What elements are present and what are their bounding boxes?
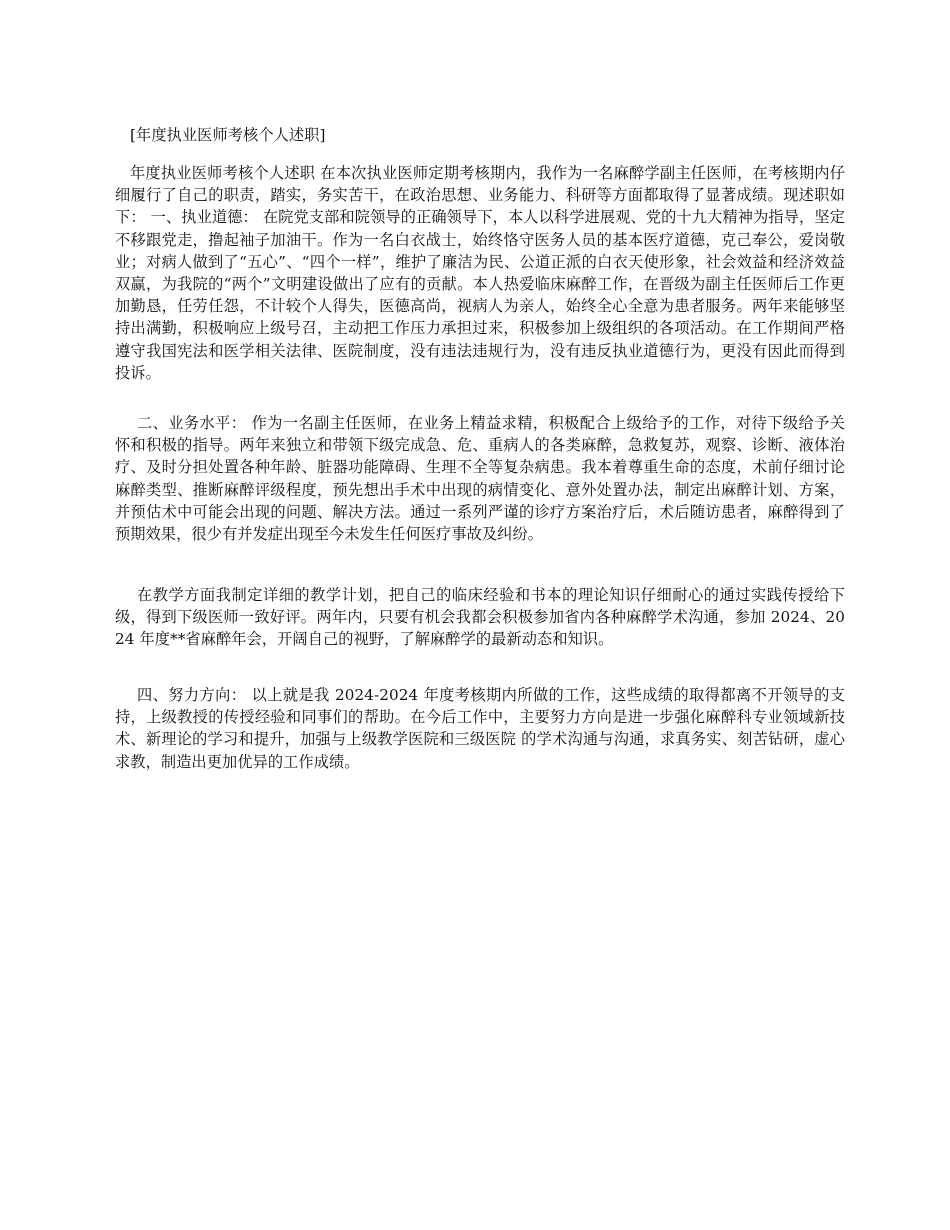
- paragraph-teaching: 在教学方面我制定详细的教学计划，把自己的临床经验和书本的理论知识仔细耐心的通过实践传授给下级，得到下级医师一致好评。两年内，只要有机会我都会积极参加省内各种麻醉学术沟通，参加 2024、2024 年度**省麻醉年会，开阔自己的视野，了解麻醉学的最新动态和知识。: [115, 586, 845, 649]
- paragraph-professional-level: 二、业务水平： 作为一名副主任医师，在业务上精益求精，积极配合上级给予的工作，对待下级给予关怀和积极的指导。两年来独立和带领下级完成急、危、重病人的各类麻醉，急救复苏，观察、诊断、液体治疗、及时分担处置各种年龄、脏器功能障碍、生理不全等复杂病患。我本着尊重生命的态度，术前仔细讨论麻醉类型、推断麻醉评级程度，预先想出手术中出现的病情变化、意外处置办法，制定出麻醉计划、方案，并预估术中可能会出现的问题、解决方法。通过一系列严谨的诊疗方案治疗后，术后随访患者，麻醉得到了预期效果，很少有并发症出现至今未发生任何医疗事故及纠纷。: [115, 414, 845, 544]
- paragraph-future-direction: 四、努力方向： 以上就是我 2024-2024 年度考核期内所做的工作，这些成绩的取得都离不开领导的支持，上级教授的传授经验和同事们的帮助。在今后工作中，主要努力方向是进一步强化麻醉科专业领域新技术、新理论的学习和提升，加强与上级教学医院和三级医院 的学术沟通与沟通，求真务实、刻苦钻研，虚心求教，制造出更加优异的工作成绩。: [115, 686, 845, 771]
- paragraph-intro-ethics: 年度执业医师考核个人述职 在本次执业医师定期考核期内，我作为一名麻醉学副主任医师，在考核期内仔细履行了自己的职责，踏实，务实苦干，在政治思想、业务能力、科研等方面都取得了显著成绩。现述职如下： 一、执业道德： 在院党支部和院领导的正确领导下，本人以科学进展观、党的十九大精神为指导，坚定不移跟党走，撸起袖子加油干。作为一名白衣战士，始终恪守医务人员的基本医疗道德，克己奉公，爱岗敬业；对病人做到了“五心”、“四个一样”，维护了廉洁为民、公道正派的白衣天使形象，社会效益和经济效益双赢，为我院的“两个”文明建设做出了应有的贡献。本人热爱临床麻醉工作，在晋级为副主任医师后工作更加勤恳，任劳任怨，不计较个人得失，医德高尚，视病人为亲人，始终全心全意为患者服务。两年来能够坚持出满勤，积极响应上级号召，主动把工作压力承担过来，积极参加上级组织的各项活动。在工作期间严格遵守我国宪法和医学相关法律、医院制度，没有违法违规行为，没有违反执业道德行为，更没有因此而得到投诉。: [115, 164, 845, 382]
- document-title: [年度执业医师考核个人述职]: [130, 126, 326, 144]
